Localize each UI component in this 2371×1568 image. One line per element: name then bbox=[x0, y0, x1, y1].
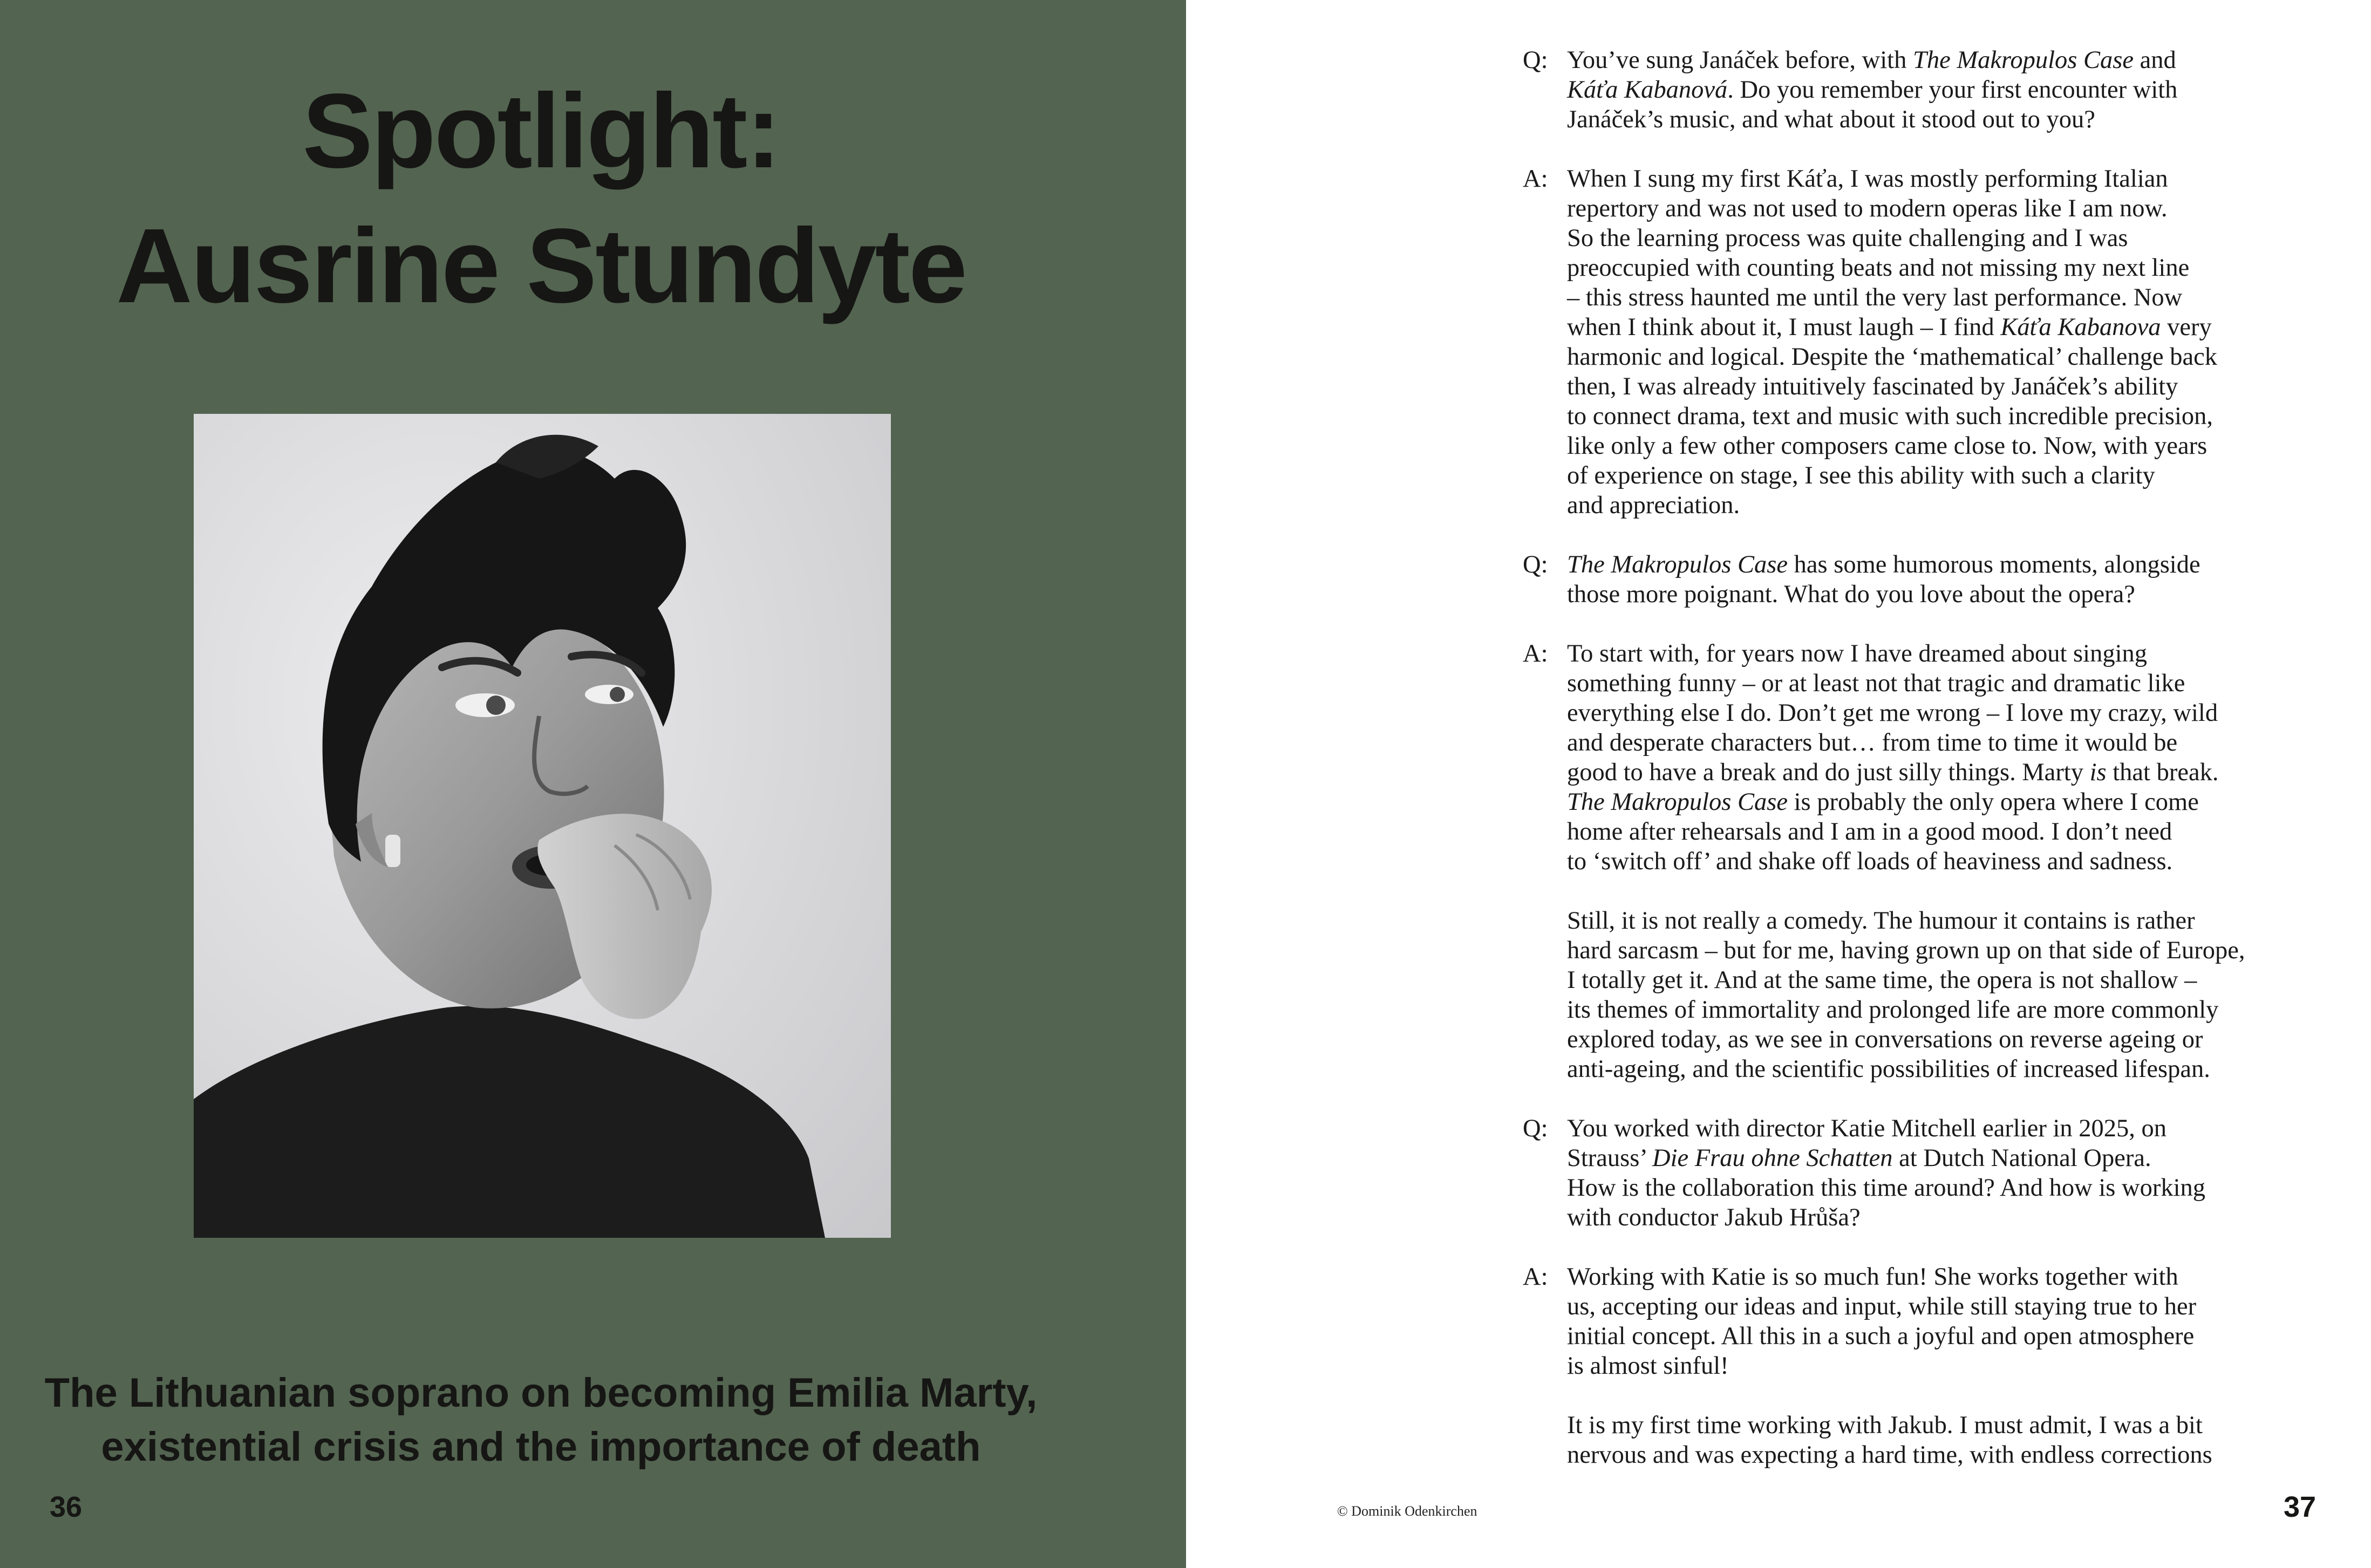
text-segment: You’ve sung Janáček before, with bbox=[1567, 46, 1913, 74]
text-line bbox=[1567, 312, 2333, 342]
text-line bbox=[1567, 580, 2333, 609]
title-line: Ausrine Stundyte bbox=[116, 207, 966, 325]
text-line bbox=[1567, 698, 2333, 728]
italic-title-text: Káťa Kabanova bbox=[2000, 313, 2161, 341]
text-segment: You worked with director Katie Mitchell earlier in 2025, on bbox=[1567, 1115, 2167, 1142]
text-segment: and desperate characters but… from time to time it would be bbox=[1567, 729, 2178, 756]
text-segment: home after rehearsals and I am in a good mood. I don’t need bbox=[1567, 818, 2172, 846]
page-number-left: 36 bbox=[50, 1491, 83, 1523]
text-line bbox=[1567, 817, 2333, 847]
text-segment: that break. bbox=[2106, 759, 2219, 786]
text-line bbox=[1567, 758, 2333, 787]
text-segment: hard sarcasm – but for me, having grown up on that side of Europe, bbox=[1567, 937, 2245, 964]
text-segment: and bbox=[2133, 46, 2176, 74]
text-line bbox=[1567, 253, 2333, 283]
italic-title-text: The Makropulos Case bbox=[1912, 46, 2134, 74]
text-segment: like only a few other composers came close to. Now, with years bbox=[1567, 432, 2208, 460]
text-segment: When I sung my first Káťa, I was mostly performing Italian bbox=[1567, 165, 2168, 193]
italic-title-text: Káťa Kabanová bbox=[1567, 76, 1728, 104]
text-segment: its themes of immortality and prolonged life are more commonly bbox=[1567, 996, 2219, 1024]
text-segment: of experience on stage, I see this ability with such a clarity bbox=[1567, 462, 2155, 489]
text-line bbox=[1567, 164, 2333, 194]
italic-title-text: is bbox=[2089, 759, 2107, 786]
text-line bbox=[1567, 401, 2333, 431]
text-line bbox=[1567, 372, 2333, 401]
portrait-photo bbox=[194, 414, 891, 1238]
answer-label: A: bbox=[1523, 1263, 1548, 1291]
question-label: Q: bbox=[1523, 46, 1548, 74]
interview-paragraph bbox=[1567, 1114, 2333, 1232]
text-line bbox=[1567, 1203, 2333, 1232]
text-line bbox=[1567, 1351, 2333, 1381]
text-segment: initial concept. All this in a such a joyful and open atmosphere bbox=[1567, 1322, 2195, 1350]
interview-paragraph bbox=[1567, 1262, 2333, 1381]
text-segment: is probably the only opera where I come bbox=[1788, 788, 2199, 816]
text-line bbox=[1567, 1054, 2333, 1084]
interview-paragraph bbox=[1567, 1410, 2333, 1470]
text-line bbox=[1567, 639, 2333, 669]
text-line bbox=[1567, 75, 2333, 105]
text-segment: when I think about it, I must laugh – I find bbox=[1567, 313, 2001, 341]
answer-block bbox=[1523, 1262, 2333, 1470]
text-line bbox=[1567, 995, 2333, 1025]
italic-title-text: The Makropulos Case bbox=[1567, 788, 1788, 816]
text-segment: Strauss’ bbox=[1567, 1144, 1653, 1172]
subtitle-line: existential crisis and the importance of death bbox=[101, 1424, 981, 1470]
text-segment: repertory and was not used to modern operas like I am now. bbox=[1567, 195, 2168, 222]
interview-paragraph bbox=[1567, 906, 2333, 1084]
text-line bbox=[1567, 787, 2333, 817]
text-line bbox=[1567, 1440, 2333, 1470]
text-segment: Janáček’s music, and what about it stood out to you? bbox=[1567, 106, 2095, 133]
text-line bbox=[1567, 669, 2333, 698]
text-line bbox=[1567, 1114, 2333, 1143]
text-segment: – this stress haunted me until the very last performance. Now bbox=[1567, 284, 2183, 311]
text-line bbox=[1567, 936, 2333, 965]
text-segment: something funny – or at least not that tragic and dramatic like bbox=[1567, 670, 2185, 697]
italic-title-text: The Makropulos Case bbox=[1567, 551, 1788, 578]
interview-paragraph bbox=[1567, 45, 2333, 134]
article-title bbox=[0, 64, 1082, 333]
answer-block bbox=[1523, 639, 2333, 1084]
text-segment: is almost sinful! bbox=[1567, 1352, 1729, 1380]
interview-text bbox=[1523, 45, 2333, 1499]
text-segment: very bbox=[2161, 313, 2212, 341]
title-line: Spotlight: bbox=[302, 72, 780, 190]
text-segment: and appreciation. bbox=[1567, 492, 1740, 519]
interview-paragraph bbox=[1567, 164, 2333, 520]
interview-paragraph bbox=[1567, 550, 2333, 609]
text-line bbox=[1567, 223, 2333, 253]
answer-label: A: bbox=[1523, 165, 1548, 193]
question-block bbox=[1523, 1114, 2333, 1232]
text-segment: good to have a break and do just silly things. Marty bbox=[1567, 759, 2090, 786]
text-line bbox=[1567, 1262, 2333, 1292]
portrait-photo-icon bbox=[194, 414, 891, 1238]
text-segment: I totally get it. And at the same time, the opera is not shallow – bbox=[1567, 966, 2197, 994]
text-segment: everything else I do. Don’t get me wrong – I love my crazy, wild bbox=[1567, 699, 2218, 727]
text-segment: Still, it is not really a comedy. The humour it contains is rather bbox=[1567, 907, 2195, 935]
question-block bbox=[1523, 45, 2333, 134]
text-segment: explored today, as we see in conversations on reverse ageing or bbox=[1567, 1026, 2203, 1053]
text-line bbox=[1567, 45, 2333, 75]
text-segment: anti-ageing, and the scientific possibilities of increased lifespan. bbox=[1567, 1055, 2210, 1083]
text-segment: has some humorous moments, alongside bbox=[1788, 551, 2200, 578]
question-label: Q: bbox=[1523, 1115, 1548, 1142]
text-line bbox=[1567, 550, 2333, 580]
text-segment: To start with, for years now I have dreamed about singing bbox=[1567, 640, 2147, 667]
text-segment: us, accepting our ideas and input, while still staying true to her bbox=[1567, 1293, 2197, 1320]
text-segment: harmonic and logical. Despite the ‘mathematical’ challenge back bbox=[1567, 343, 2218, 371]
question-block bbox=[1523, 550, 2333, 609]
question-label: Q: bbox=[1523, 551, 1548, 578]
photo-credit: © Dominik Odenkirchen bbox=[1337, 1503, 1477, 1519]
text-segment: It is my first time working with Jakub. I must admit, I was a bit bbox=[1567, 1412, 2203, 1439]
subtitle-line: The Lithuanian soprano on becoming Emilia Marty, bbox=[44, 1370, 1038, 1416]
text-line bbox=[1567, 105, 2333, 134]
text-segment: then, I was already intuitively fascinated by Janáček’s ability bbox=[1567, 373, 2178, 400]
text-segment: Working with Katie is so much fun! She works together with bbox=[1567, 1263, 2178, 1291]
text-line bbox=[1567, 1292, 2333, 1321]
text-line bbox=[1567, 965, 2333, 995]
page-number-right: 37 bbox=[2284, 1491, 2317, 1523]
italic-title-text: Die Frau ohne Schatten bbox=[1652, 1144, 1893, 1172]
answer-label: A: bbox=[1523, 640, 1548, 667]
text-line bbox=[1567, 1143, 2333, 1173]
text-segment: to ‘switch off’ and shake off loads of heaviness and sadness. bbox=[1567, 848, 2173, 875]
text-line bbox=[1567, 342, 2333, 372]
text-line bbox=[1567, 1173, 2333, 1203]
text-line bbox=[1567, 283, 2333, 312]
text-line bbox=[1567, 431, 2333, 461]
interview-paragraph bbox=[1567, 639, 2333, 876]
answer-block bbox=[1523, 164, 2333, 520]
text-segment: with conductor Jakub Hrůša? bbox=[1567, 1204, 1861, 1231]
text-segment: preoccupied with counting beats and not missing my next line bbox=[1567, 254, 2190, 282]
text-line bbox=[1567, 906, 2333, 936]
text-segment: those more poignant. What do you love about the opera? bbox=[1567, 581, 2135, 608]
text-segment: So the learning process was quite challenging and I was bbox=[1567, 224, 2128, 252]
text-line bbox=[1567, 490, 2333, 520]
text-line bbox=[1567, 194, 2333, 223]
text-line bbox=[1567, 1025, 2333, 1054]
text-segment: . Do you remember your first encounter with bbox=[1727, 76, 2178, 104]
text-line bbox=[1567, 1410, 2333, 1440]
article-subtitle bbox=[0, 1366, 1082, 1474]
text-line bbox=[1567, 728, 2333, 758]
text-segment: to connect drama, text and music with such incredible precision, bbox=[1567, 403, 2213, 430]
text-segment: at Dutch National Opera. bbox=[1892, 1144, 2151, 1172]
text-segment: How is the collaboration this time around? And how is working bbox=[1567, 1174, 2206, 1202]
text-line bbox=[1567, 847, 2333, 876]
text-segment: nervous and was expecting a hard time, with endless corrections bbox=[1567, 1441, 2212, 1469]
text-line bbox=[1567, 461, 2333, 490]
text-line bbox=[1567, 1321, 2333, 1351]
